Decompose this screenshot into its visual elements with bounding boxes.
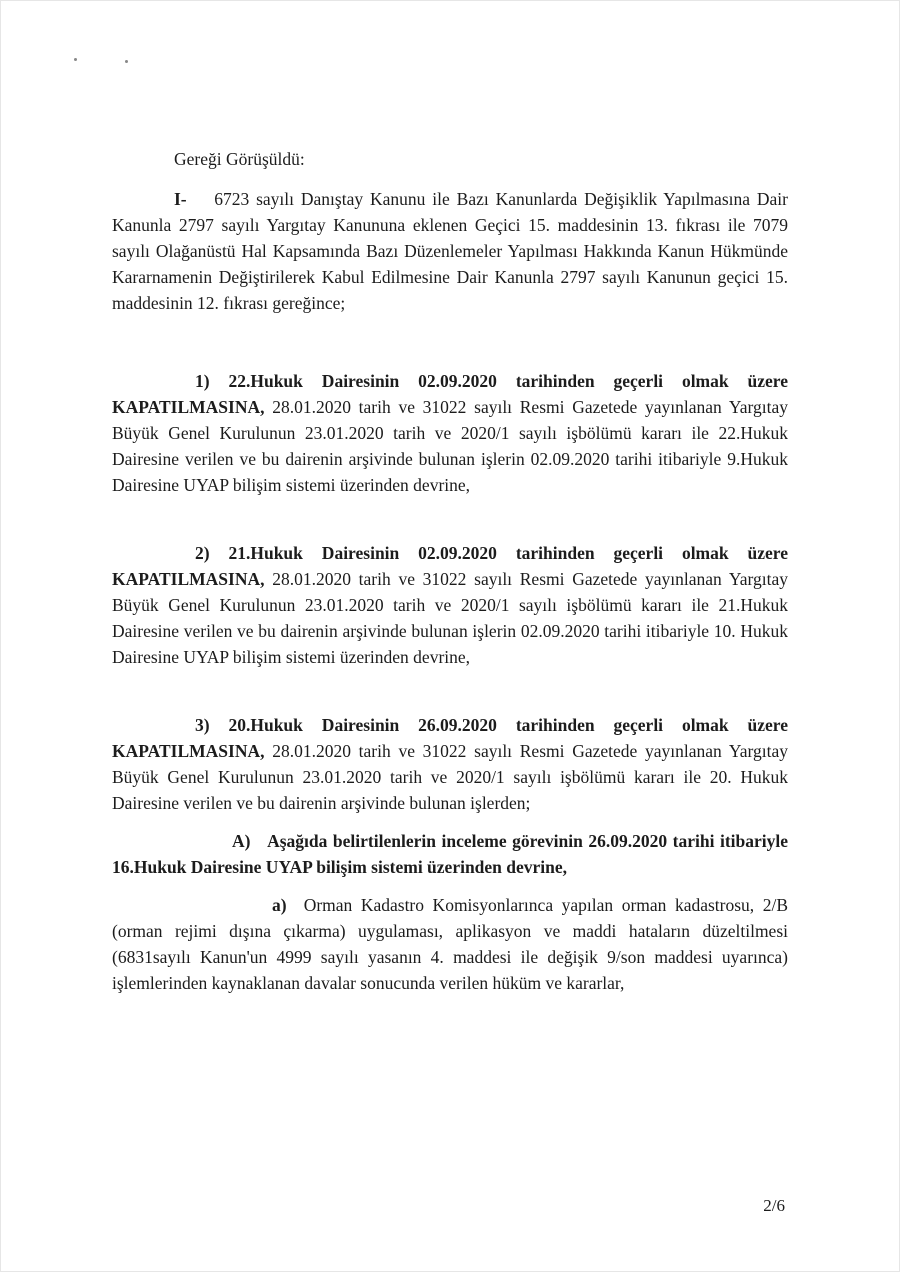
item-3-number: 3): [195, 715, 210, 735]
item-2-number: 2): [195, 543, 210, 563]
item-2: [112, 540, 788, 670]
scan-speck: [74, 58, 77, 61]
sub-item-a: [112, 828, 788, 880]
item-3-bold: 20.Hukuk Dairesinin 26.09.2020 tarihinden geçerli olmak üzere KAPATILMASINA,: [112, 715, 788, 761]
sub-item-a-a-text: Orman Kadastro Komisyonlarınca yapılan orman kadastrosu, 2/B (orman rejimi dışına çıkarma) uygulaması, aplikasyon ve maddi hataların düzeltilmesi (6831sayılı Kanun'un 4999 sayılı yasanın 4. maddesi ile değişik 9/son maddesi uyarınca) işlemlerinden kaynaklanan davalar sonucunda verilen hüküm ve kararlar,: [112, 895, 789, 993]
item-2-text: 28.01.2020 tarih ve 31022 sayılı Resmi Gazetede yayınlanan Yargıtay Büyük Genel Kurulunun 23.01.2020 tarih ve 2020/1 sayılı işbölümü kararı ile 21.Hukuk Dairesine verilen ve bu dairenin arşivinde bulunan işlerin 02.09.2020 tarihi itibariyle 10. Hukuk Dairesine UYAP bilişim sistemi üzerinden devrine,: [112, 569, 788, 667]
section-i-text: 6723 sayılı Danıştay Kanunu ile Bazı Kanunlarda Değişiklik Yapılmasına Dair Kanunla 2797 sayılı Yargıtay Kanununa eklenen Geçici 15. maddesinin 13. fıkrası ile 7079 sayılı Olağanüstü Hal Kapsamında Bazı Düzenlemeler Yapılması Hakkında Kanun Hükmünde Kararnamenin Değiştirilerek Kabul Edilmesine Dair Kanunla 2797 sayılı Kanunun geçici 15. maddesinin 12. fıkrası gereğince;: [112, 189, 788, 313]
scan-speck: [125, 60, 128, 63]
heading: Gereği Görüşüldü:: [174, 149, 305, 169]
sub-item-a-bold: Aşağıda belirtilenlerin inceleme görevinin 26.09.2020 tarihi itibariyle 16.Hukuk Dairesine UYAP bilişim sistemi üzerinden devrine,: [112, 831, 789, 877]
item-3: [112, 712, 788, 816]
item-1-text: 28.01.2020 tarih ve 31022 sayılı Resmi Gazetede yayınlanan Yargıtay Büyük Genel Kurulunun 23.01.2020 tarih ve 2020/1 sayılı işbölümü kararı ile 22.Hukuk Dairesine verilen ve bu dairenin arşivinde bulunan işlerin 02.09.2020 tarihi itibariyle 9.Hukuk Dairesine UYAP bilişim sistemi üzerinden devrine,: [112, 397, 788, 495]
item-3-text: 28.01.2020 tarih ve 31022 sayılı Resmi Gazetede yayınlanan Yargıtay Büyük Genel Kurulunun 23.01.2020 tarih ve 2020/1 sayılı işbölümü kararı ile 20. Hukuk Dairesine verilen ve bu dairenin arşivinde bulunan işlerden;: [112, 741, 788, 813]
section-i-marker: I-: [174, 189, 187, 209]
item-1-bold: 22.Hukuk Dairesinin 02.09.2020 tarihinden geçerli olmak üzere KAPATILMASINA,: [112, 371, 788, 417]
page-number: 2/6: [763, 1196, 785, 1215]
sub-item-a-a-marker: a): [272, 895, 287, 915]
item-2-bold: 21.Hukuk Dairesinin 02.09.2020 tarihinden geçerli olmak üzere KAPATILMASINA,: [112, 543, 788, 589]
document-body: [112, 146, 788, 996]
sub-item-a-marker: A): [232, 831, 251, 851]
item-1-number: 1): [195, 371, 210, 391]
item-1: [112, 368, 788, 498]
section-i: [112, 186, 788, 316]
sub-item-a-a: [112, 892, 788, 996]
